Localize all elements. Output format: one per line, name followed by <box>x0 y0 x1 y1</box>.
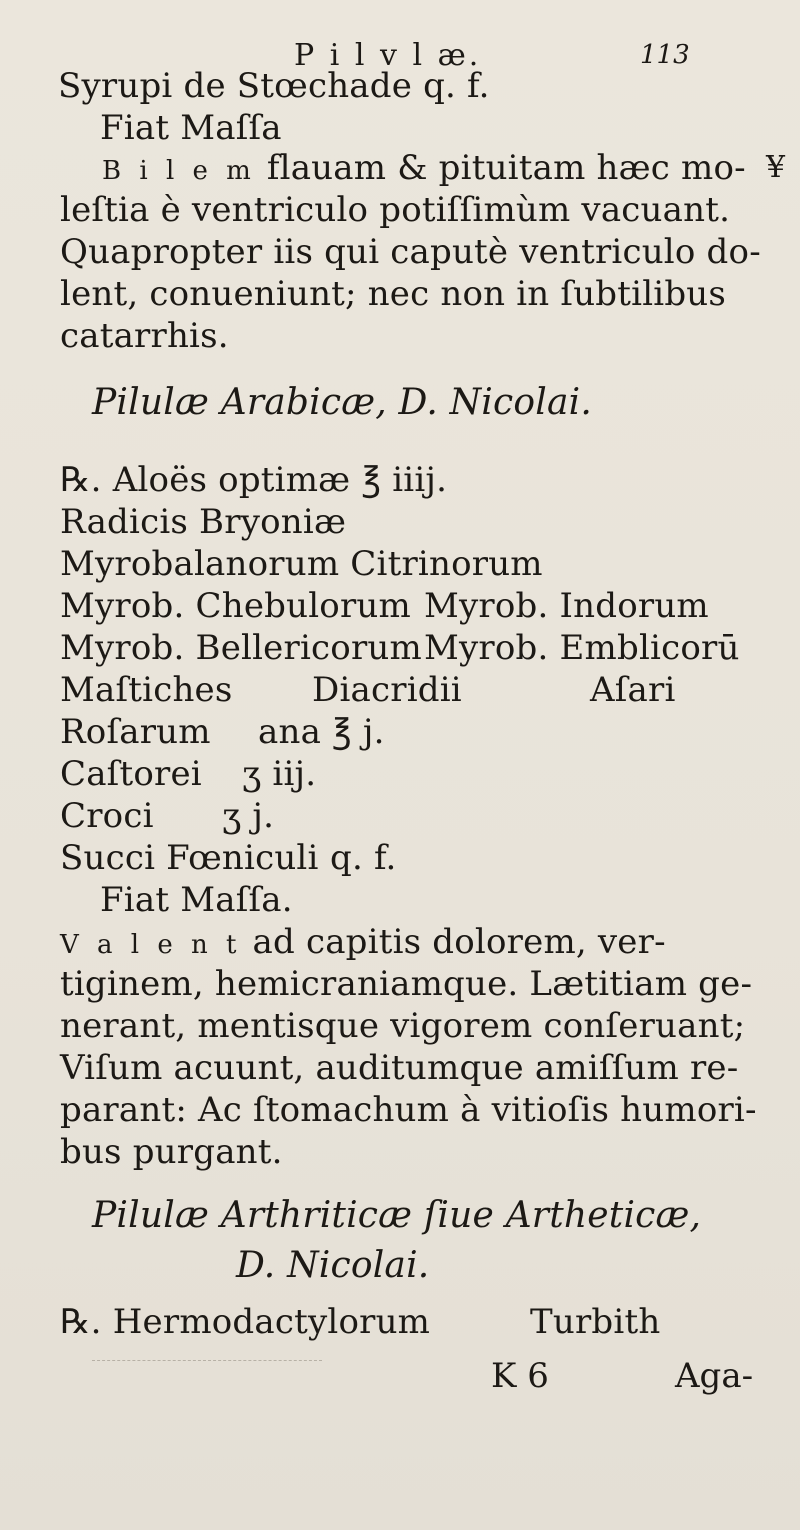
recipe-dose: ʒ iij. <box>242 754 317 794</box>
recipe-item: Aſari <box>590 670 676 710</box>
recipe-item: Caſtorei <box>60 754 202 794</box>
recipe-dose: ʒ j. <box>222 796 275 836</box>
recipe-item: Maſtiches <box>60 670 233 710</box>
text-line: parant: Ac ſtomachum à vitioſis humori- <box>60 1090 757 1130</box>
text-line: catarrhis. <box>60 316 229 356</box>
folio-number: 113 <box>640 40 690 70</box>
text-line: Viſum acuunt, auditumque amiſſum re- <box>60 1048 739 1088</box>
recipe-line <box>60 586 411 626</box>
text-line <box>60 922 666 965</box>
small-caps-lead: B i l e m <box>102 156 256 186</box>
recipe-dose: q. f. <box>330 838 397 878</box>
recipe-item: ℞. Hermodactylorum <box>60 1302 431 1342</box>
ink-rule <box>92 1360 322 1361</box>
text-run: ad capitis dolorem, ver- <box>241 922 666 962</box>
recipe-dose: ana ℥ j. <box>258 712 385 752</box>
section-heading: Pilulæ Arabicæ, D. Nicolai. <box>92 382 592 423</box>
text-line: Quapropter iis qui caputè ventriculo do- <box>60 232 761 272</box>
text-run: flauam & pituitam hæc mo- <box>255 148 746 188</box>
recipe-line: Myrobalanorum Citrinorum <box>60 544 543 584</box>
recipe-item: Succi Fœniculi <box>60 838 319 878</box>
text-line: nerant, mentisque vigorem conſeruant; <box>60 1006 746 1046</box>
recipe-item: Diacridii <box>312 670 462 710</box>
recipe-item: Myrob. Chebulorum <box>60 586 411 626</box>
recipe-line: Fiat Maſſa. <box>100 880 293 920</box>
recipe-item: Myrob. Bellericorum <box>60 628 422 668</box>
running-title: P i l v l æ. <box>294 38 482 73</box>
section-heading: D. Nicolai. <box>236 1245 430 1286</box>
recipe-item: Myrob. Emblicorū <box>424 628 740 668</box>
section-heading: Pilulæ Arthriticæ ſiue Artheticæ, <box>92 1195 702 1236</box>
text-line: Syrupi de Stœchade q. f. <box>58 66 490 106</box>
recipe-line: ℞. Aloës optimæ ℥ iiij. <box>60 460 448 500</box>
recipe-item: Turbith <box>530 1302 661 1342</box>
text-line: bus purgant. <box>60 1132 283 1172</box>
text-line: lent, conueniunt; nec non in ſubtilibus <box>60 274 727 314</box>
catchword: Aga- <box>675 1356 754 1396</box>
text-line: tiginem, hemicraniamque. Lætitiam ge- <box>60 964 753 1004</box>
recipe-item: Croci <box>60 796 154 836</box>
margin-mark: ¥ <box>766 150 786 185</box>
text-line: Fiat Maſſa <box>100 108 282 148</box>
text-line <box>102 148 746 191</box>
text-line: leſtia è ventriculo potiſſimùm vacuant. <box>60 190 731 230</box>
signature-mark: K 6 <box>491 1356 549 1396</box>
recipe-item: Roſarum <box>60 712 211 752</box>
small-caps-lead: V a l e n t <box>60 930 242 960</box>
recipe-item: Myrob. Indorum <box>424 586 709 626</box>
recipe-line: Radicis Bryoniæ <box>60 502 347 542</box>
